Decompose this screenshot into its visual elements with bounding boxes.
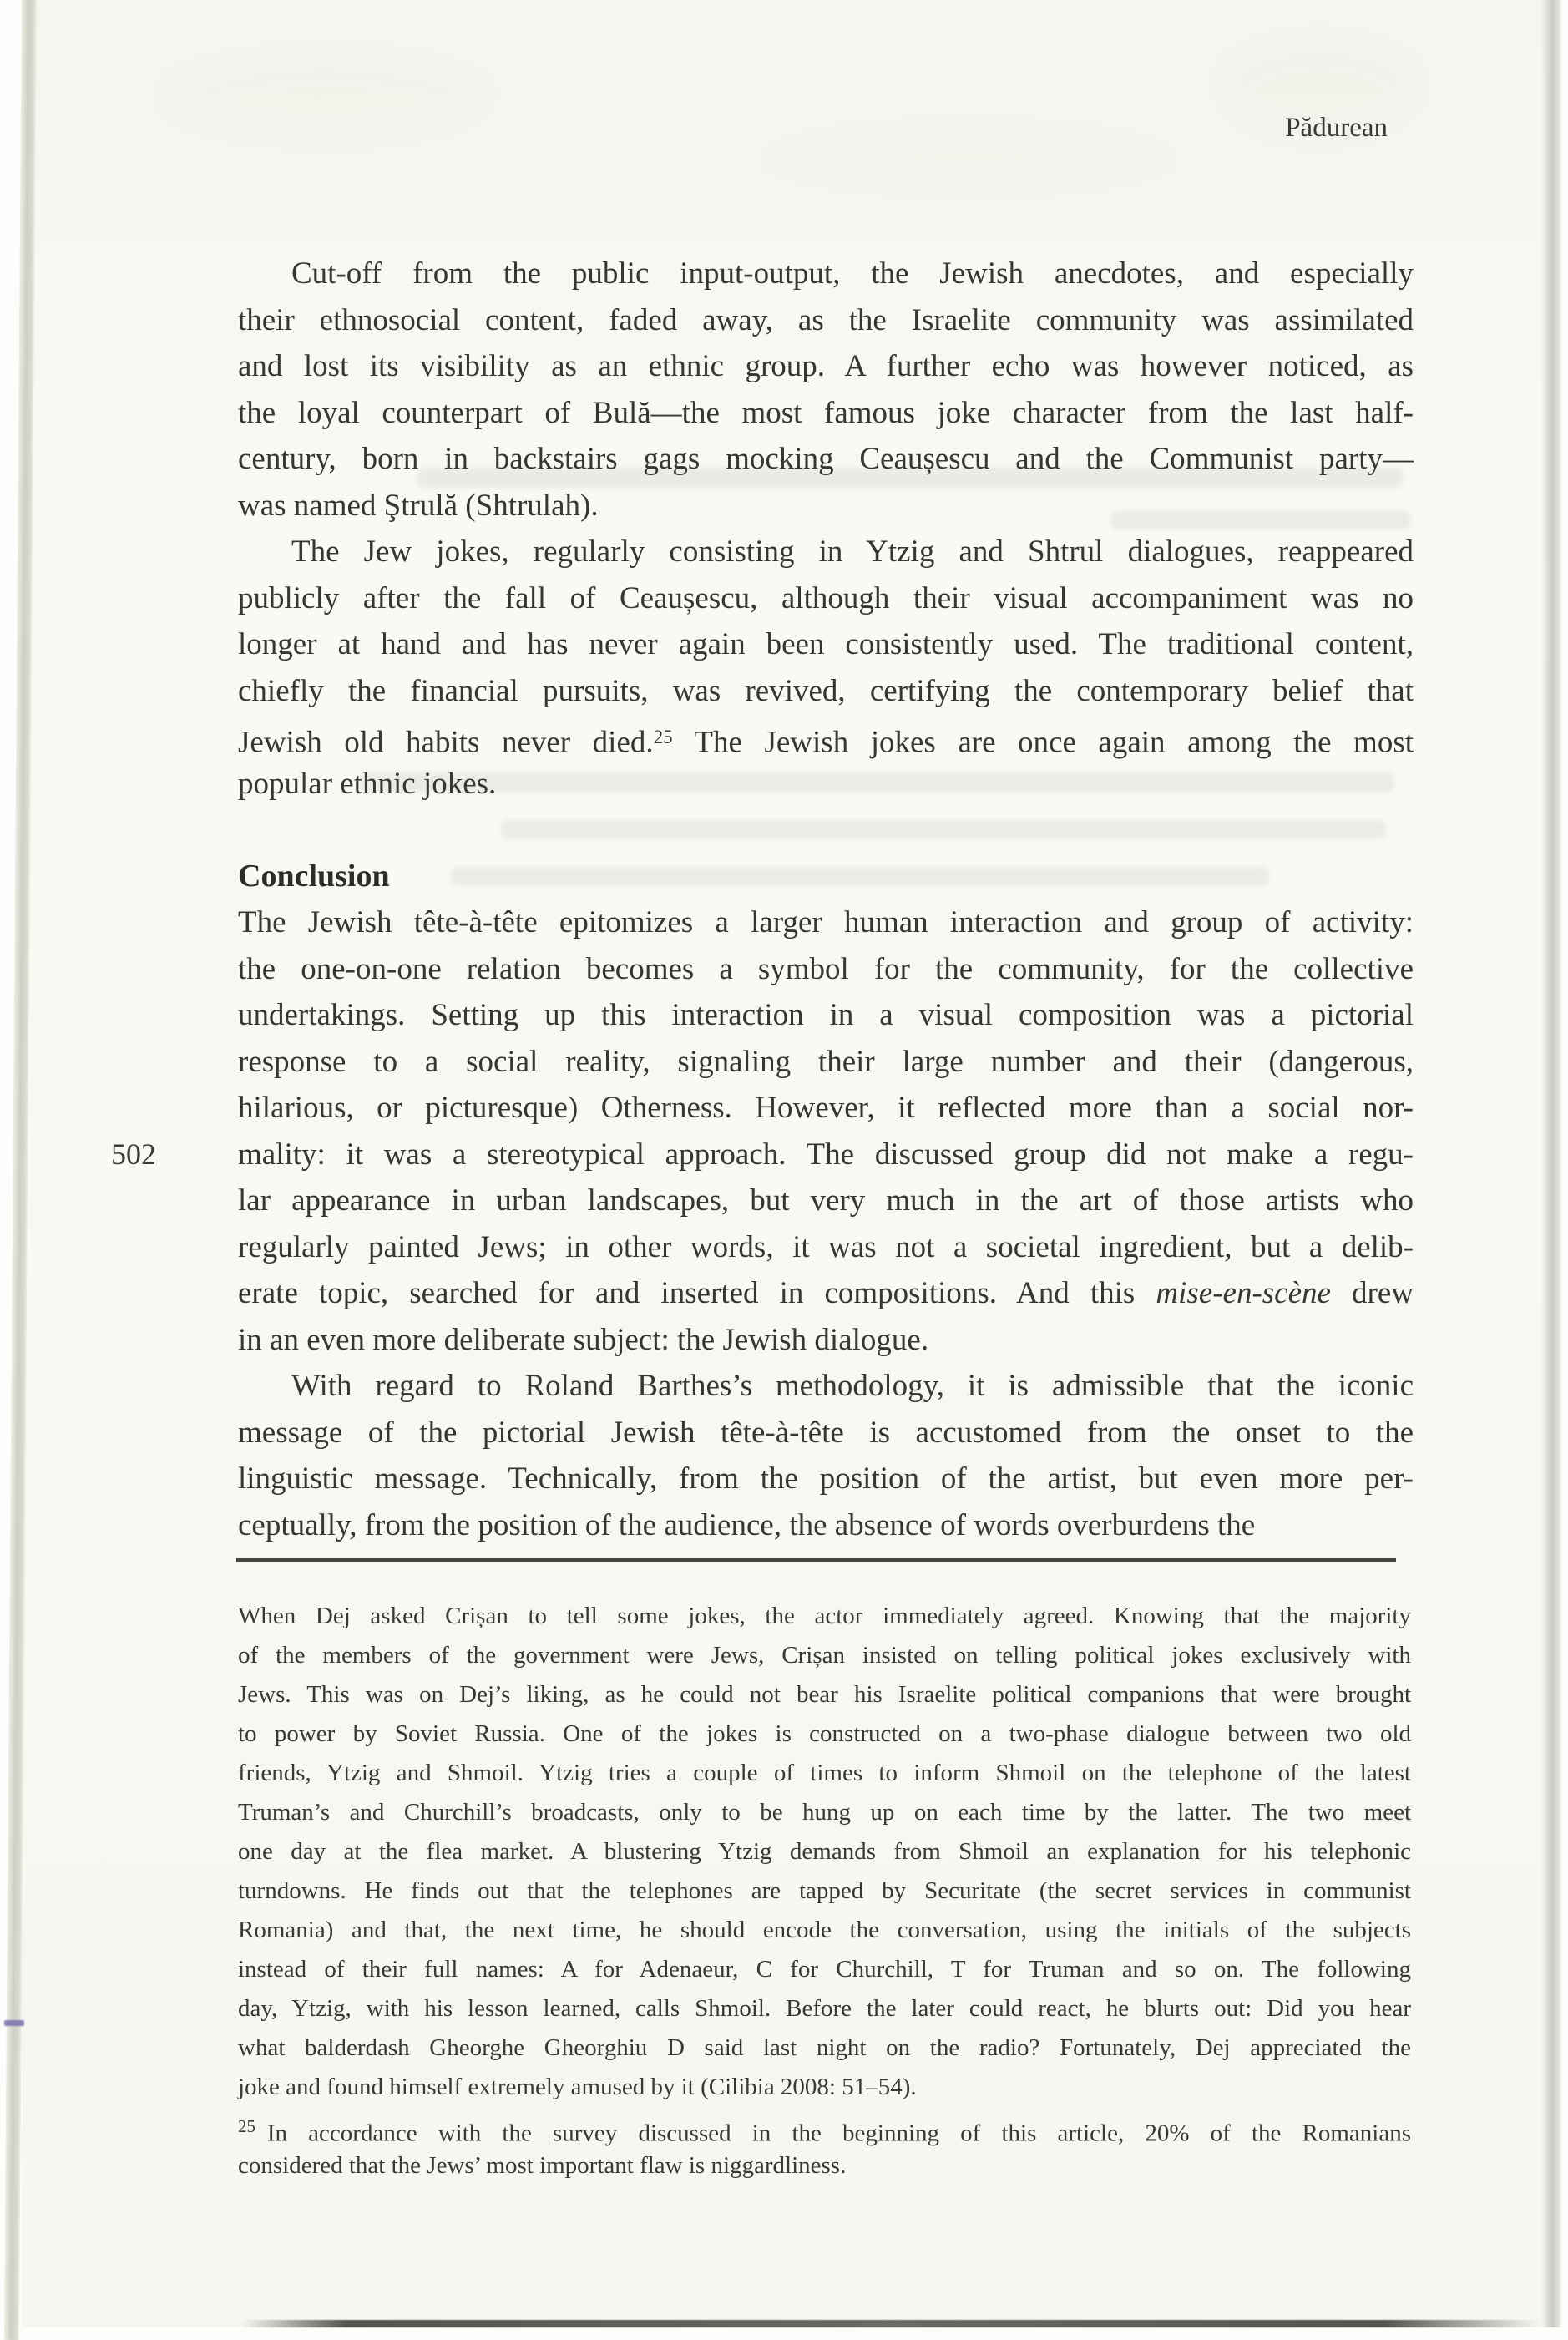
italic-phrase: mise-en-scène [1156, 1276, 1331, 1310]
footnote-line: Jews. This was on Dej’s liking, as he could not bear his Israelite political companions that were brought [238, 1681, 1411, 1708]
text-line: longer at hand and has never again been consistently used. The traditional content, [238, 627, 1414, 661]
text-line: message of the pictorial Jewish tête-à-tête is accustomed from the onset to the [238, 1416, 1414, 1450]
text-line: linguistic message. Technically, from the position of the artist, but even more per- [238, 1461, 1414, 1496]
running-header-author: Pădurean [1285, 113, 1388, 143]
right-scan-gutter [1561, 0, 1568, 2327]
text-line: in an even more deliberate subject: the Jewish dialogue. [238, 1323, 929, 1357]
text-line: publicly after the fall of Ceaușescu, although their visual accompaniment was no [238, 581, 1414, 615]
text-line: hilarious, or picturesque) Otherness. However, it reflected more than a social nor- [238, 1091, 1414, 1125]
text-segment: The Jewish jokes are once again among the most [672, 725, 1414, 760]
text-line: popular ethnic jokes. [238, 767, 497, 801]
text-line: and lost its visibility as an ethnic group. A further echo was however noticed, as [238, 349, 1414, 383]
footnote-line: instead of their full names: A for Adenaeur, C for Churchill, T for Truman and so on. The following [238, 1956, 1411, 1983]
text-segment: drew [1330, 1276, 1414, 1310]
text-line: Cut-off from the public input-output, the Jewish anecdotes, and especially [291, 256, 1414, 291]
footnote-line [238, 2107, 1411, 2146]
text-line: ceptually, from the position of the audience, the absence of words overburdens the [238, 1508, 1256, 1542]
text-line: century, born in backstairs gags mocking Ceaușescu and the Communist party— [238, 442, 1414, 476]
footnote-line: to power by Soviet Russia. One of the jokes is constructed on a two-phase dialogue between two old [238, 1720, 1411, 1747]
text-line: was named Ştrulă (Shtrulah). [238, 489, 599, 523]
footnote-line: joke and found himself extremely amused by it (Cilibia 2008: 51–54). [238, 2074, 917, 2100]
purple-edge-mark [4, 2020, 24, 2026]
footnote-line: Truman’s and Churchill’s broadcasts, only to be hung up on each time by the latter. The two meet [238, 1799, 1411, 1826]
footnote-line: what balderdash Gheorghe Gheorghiu D said last night on the radio? Fortunately, Dej appreciated the [238, 2034, 1411, 2061]
show-through-ghost-text [501, 820, 1386, 838]
text-line: The Jew jokes, regularly consisting in Ytzig and Shtrul dialogues, reappeared [291, 534, 1414, 569]
footnote-line: considered that the Jews’ most important flaw is niggardliness. [238, 2152, 847, 2179]
page-number: 502 [111, 1137, 156, 1171]
right-page-edge-strip [1541, 0, 1561, 2327]
footnote-line: of the members of the government were Jews, Crișan insisted on telling political jokes exclusively with [238, 1642, 1411, 1669]
text-line: undertakings. Setting up this interaction in a visual composition was a pictorial [238, 998, 1414, 1032]
text-line: lar appearance in urban landscapes, but very much in the art of those artists who [238, 1183, 1414, 1218]
text-line: their ethnosocial content, faded away, as the Israelite community was assimilated [238, 303, 1414, 337]
footnote-line: one day at the flea market. A blustering Ytzig demands from Shmoil an explanation for his telephonic [238, 1838, 1411, 1865]
text-line: response to a social reality, signaling their large number and their (dangerous, [238, 1045, 1414, 1079]
text-segment: In accordance with the survey discussed in the beginning of this article, 20% of the Romanians [266, 2120, 1411, 2147]
footnote-25-marker: 25 [238, 2116, 255, 2136]
section-heading-conclusion: Conclusion [238, 859, 390, 894]
bottom-scan-band [242, 2320, 1540, 2327]
footnote-line: day, Ytzig, with his lesson learned, calls Shmoil. Before the later could react, he blurts out: Did you hear [238, 1995, 1411, 2022]
text-line-with-italic [238, 1270, 1414, 1316]
text-line: With regard to Roland Barthes’s methodology, it is admissible that the iconic [291, 1369, 1414, 1403]
footnote-line: Romania) and that, the next time, he should encode the conversation, using the initials of the subjects [238, 1917, 1411, 1943]
scan-blotch [150, 50, 501, 150]
footnote-separator-rule [236, 1558, 1396, 1562]
text-segment: Jewish old habits never died. [238, 725, 654, 760]
scan-blotch [751, 117, 1186, 200]
text-line: mality: it was a stereotypical approach. The discussed group did not make a regu- [238, 1137, 1414, 1172]
text-line: regularly painted Jews; in other words, it was not a societal ingredient, but a delib- [238, 1230, 1414, 1264]
text-line: chiefly the financial pursuits, was revived, certifying the contemporary belief that [238, 674, 1414, 708]
footnote-line: friends, Ytzig and Shmoil. Ytzig tries a couple of times to inform Shmoil on the telephone of the latest [238, 1760, 1411, 1786]
text-line: the one-on-one relation becomes a symbol for the community, for the collective [238, 952, 1414, 986]
text-line: the loyal counterpart of Bulă—the most famous joke character from the last half- [238, 396, 1414, 430]
footnote-line: When Dej asked Crișan to tell some jokes, the actor immediately agreed. Knowing that the majority [238, 1603, 1411, 1629]
text-line: The Jewish tête-à-tête epitomizes a larger human interaction and group of activity: [238, 905, 1414, 940]
footnote-reference-25: 25 [653, 727, 673, 747]
footnote-line: turndowns. He finds out that the telephones are tapped by Securitate (the secret services in communist [238, 1877, 1411, 1904]
text-segment: erate topic, searched for and inserted in compositions. And this [238, 1276, 1156, 1310]
text-line-with-footnote-ref [238, 714, 1414, 760]
